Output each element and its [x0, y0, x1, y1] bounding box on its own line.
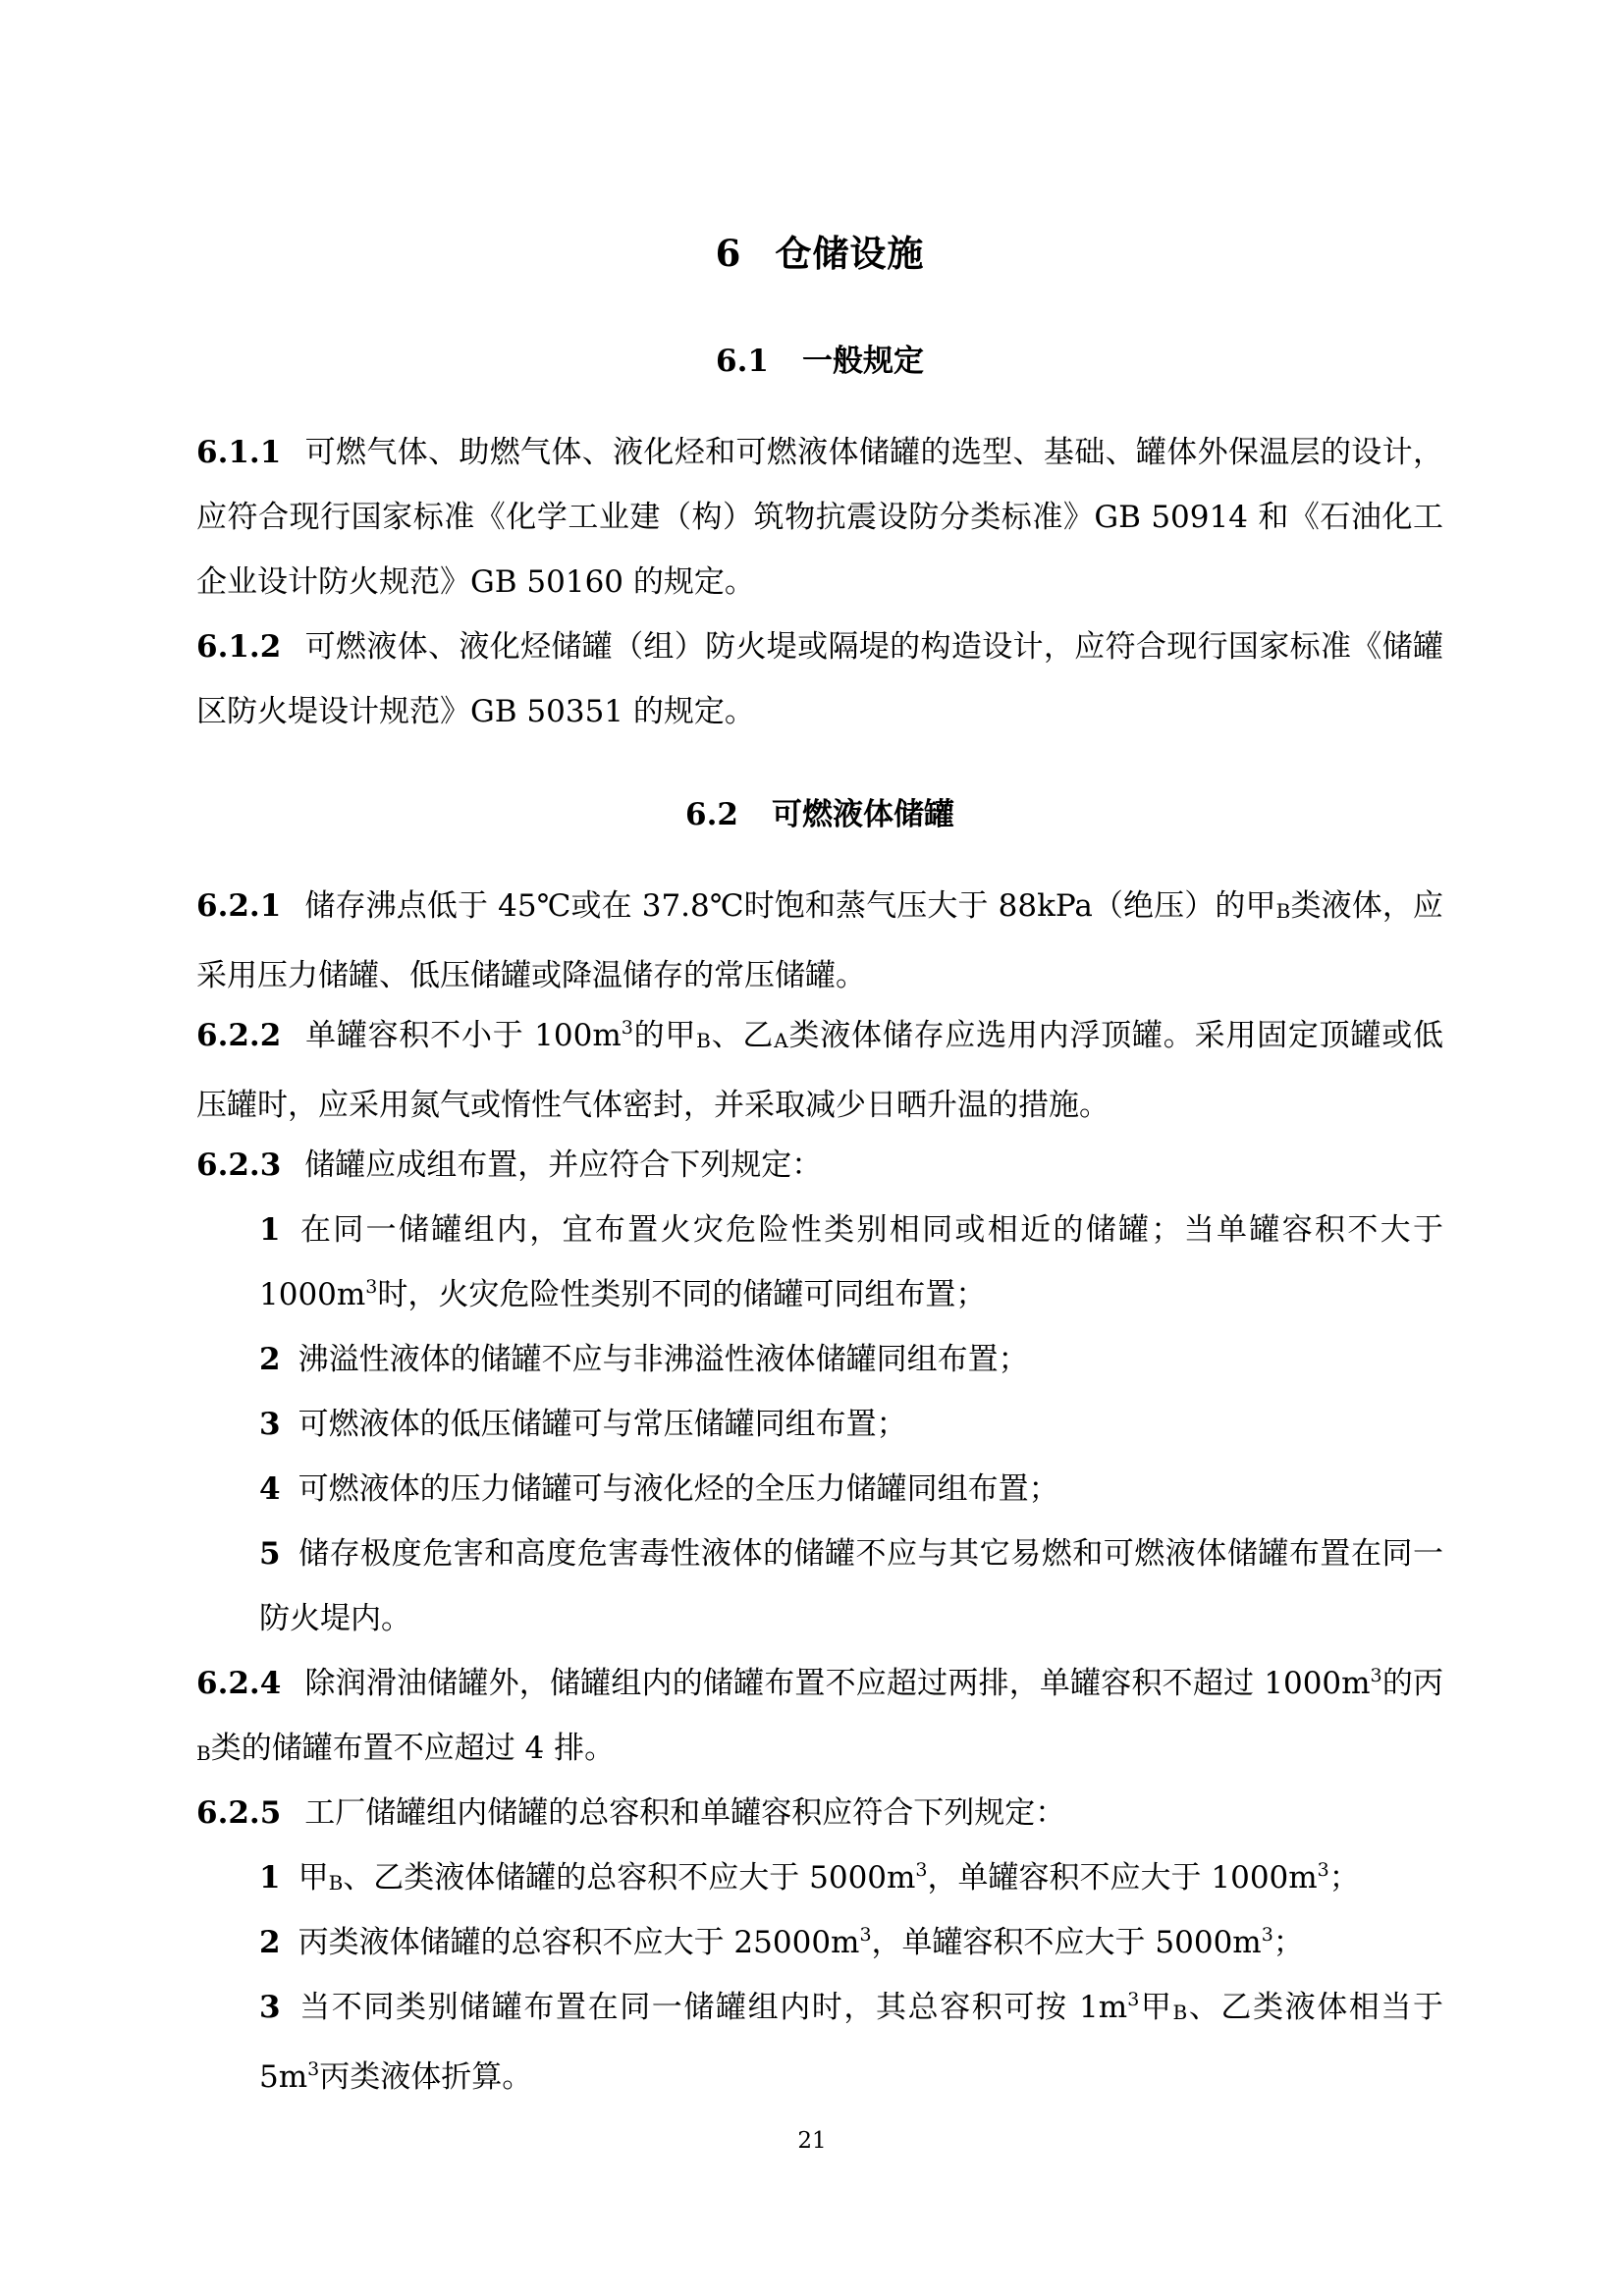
clause-6-2-5: 6.2.5 工厂储罐组内储罐的总容积和单罐容积应符合下列规定：	[196, 1795, 1066, 1831]
clause-6-2-3-item-3: 3 可燃液体的低压储罐可与常压储罐同组布置；	[259, 1407, 907, 1442]
section-heading-6-2: 6.2 可燃液体储罐	[685, 797, 954, 832]
clause-6-2-4: 6.2.4 除润滑油储罐外，储罐组内的储罐布置不应超过两排，单罐容积不超过 $1000m^3$的丙$_B$类的储罐布置不应超过 4 排。	[196, 1665, 1444, 1766]
clause-6-2-1: 6.2.1 储存沸点低于 45℃或在 37.8℃时饱和蒸气压大于 88kPa（绝压）的甲$_B$类液体，应采用压力储罐、低压储罐或降温储存的常压储罐。	[196, 888, 1443, 993]
clause-6-2-5-item-2: 2 丙类液体储罐的总容积不应大于 $25000m^3$，单罐容积不应大于 $5000m^3$；	[259, 1924, 1304, 1960]
clause-6-2-3-item-4: 4 可燃液体的压力储罐可与液化烃的全压力储罐同组布置；	[259, 1471, 1059, 1507]
clause-6-2-2: 6.2.2 单罐容积不小于 $100m^3$的甲$_B$、乙$_A$类液体储存应选用内浮顶罐。采用固定顶罐或低压罐时，应采用氮气或惰性气体密封，并采取减少日晒升温的措施。	[196, 1017, 1444, 1123]
clause-6-2-5-item-3: 3 当不同类别储罐布置在同一储罐组内时，其总容积可按 $1m^3$甲$_B$、乙类液体相当于 $5m^3$丙类液体折算。	[259, 1989, 1443, 2095]
clause-6-2-3-item-2: 2 沸溢性液体的储罐不应与非沸溢性液体储罐同组布置；	[259, 1342, 1029, 1377]
clause-6-2-3: 6.2.3 储罐应成组布置，并应符合下列规定：	[196, 1148, 823, 1183]
clause-6-2-3-item-1: 1 在同一储罐组内，宜布置火灾危险性类别相同或相近的储罐；当单罐容积不大于 $1000m^3$时，火灾危险性类别不同的储罐可同组布置；	[259, 1212, 1443, 1312]
chapter-number: 6	[715, 232, 742, 275]
clause-6-2-3-item-5: 5 储存极度危害和高度危害毒性液体的储罐不应与其它易燃和可燃液体储罐布置在同一防火堤内。	[259, 1536, 1443, 1636]
clause-6-2-5-item-1: 1 甲$_B$、乙类液体储罐的总容积不应大于 $5000m^3$，单罐容积不应大于 $1000m^3$；	[259, 1859, 1360, 1896]
chapter-title: 仓储设施	[775, 232, 925, 275]
page-number: 21	[797, 2128, 827, 2154]
chapter-heading	[196, 224, 1443, 277]
clause-6-1-1: 6.1.1 可燃气体、助燃气体、液化烃和可燃液体储罐的选型、基础、罐体外保温层的设计，应符合现行国家标准《化学工业建（构）筑物抗震设防分类标准》GB 50914 和《石油化工企业设计防火规范》GB 50160 的规定。	[196, 435, 1443, 600]
clause-6-1-2: 6.1.2 可燃液体、液化烃储罐（组）防火堤或隔堤的构造设计，应符合现行国家标准《储罐区防火堤设计规范》GB 50351 的规定。	[196, 629, 1443, 729]
section-heading-6-1: 6.1 一般规定	[716, 344, 924, 379]
